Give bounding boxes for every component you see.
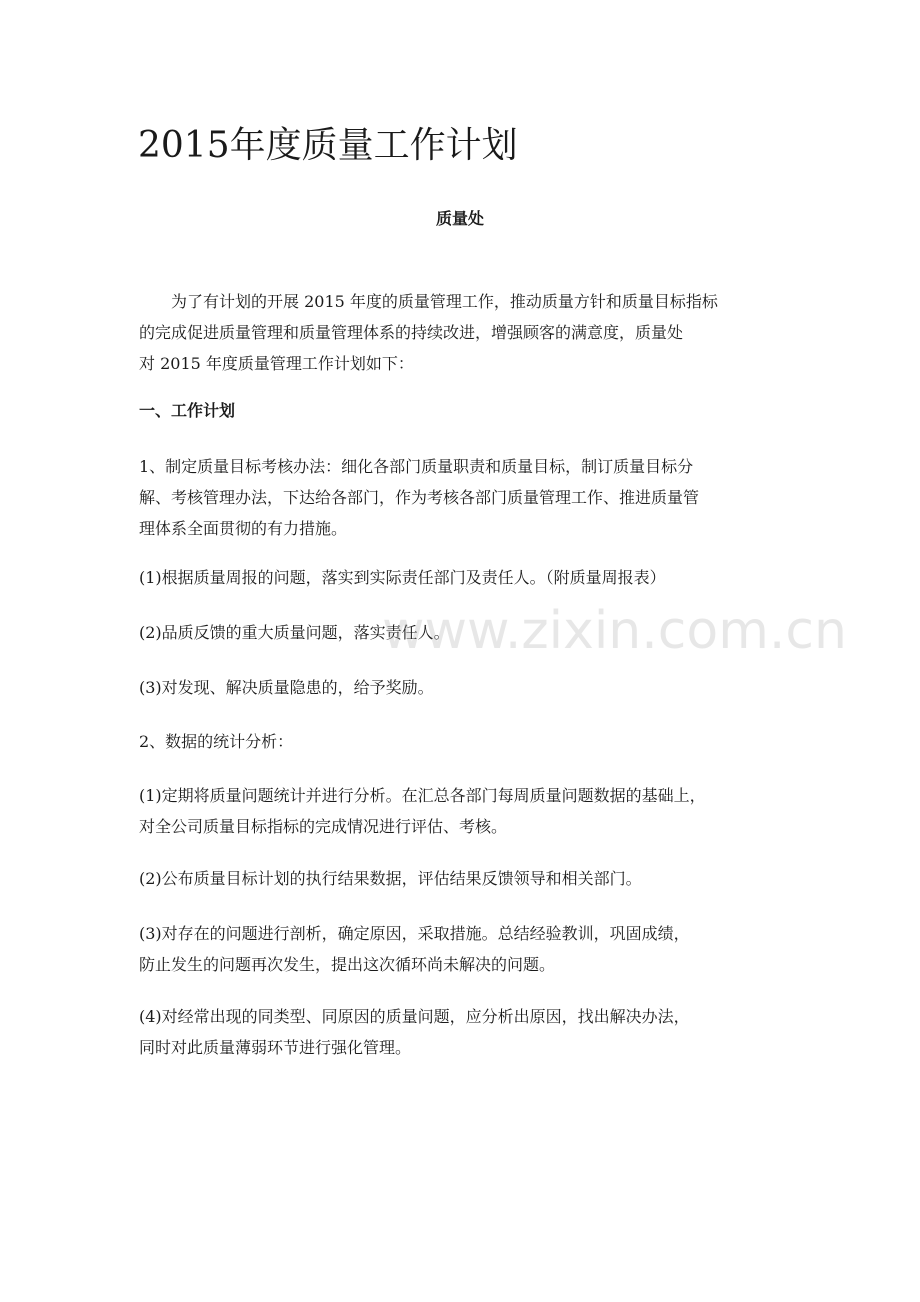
- item-1-line: 解、考核管理办法，下达给各部门，作为考核各部门质量管理工作、推进质量管: [139, 488, 700, 507]
- item-1-sub-2: (2)品质反馈的重大质量问题，落实责任人。: [139, 623, 450, 642]
- watermark: www.zixin.com.cn: [382, 601, 847, 661]
- item-2-sub-1: [139, 780, 789, 842]
- item-1-line: 理体系全面贯彻的有力措施。: [139, 519, 348, 538]
- item-1-sub-3: (3)对发现、解决质量隐患的，给予奖励。: [139, 678, 434, 697]
- intro-line: 的完成促进质量管理和质量管理体系的持续改进，增强顾客的满意度，质量处: [139, 323, 684, 342]
- intro-line: 对 2015 年度质量管理工作计划如下：: [139, 354, 414, 373]
- item-2-sub-3-line: (3)对存在的问题进行剖析，确定原因，采取措施。总结经验教训，巩固成绩，: [139, 924, 690, 943]
- item-2-sub-1-line: (1)定期将质量问题统计并进行分析。在汇总各部门每周质量问题数据的基础上，: [139, 786, 706, 805]
- intro-paragraph: [139, 286, 789, 379]
- item-2-sub-3: [139, 918, 789, 980]
- item-1-paragraph: [139, 451, 789, 544]
- item-2-sub-3-line: 防止发生的问题再次发生，提出这次循环尚未解决的问题。: [139, 955, 556, 974]
- item-2-sub-4-line: 同时对此质量薄弱环节进行强化管理。: [139, 1038, 412, 1057]
- item-2-sub-4: [139, 1001, 789, 1063]
- item-2-sub-1-line: 对全公司质量目标指标的完成情况进行评估、考核。: [139, 817, 508, 836]
- intro-line: 为了有计划的开展 2015 年度的质量管理工作，推动质量方针和质量目标指标: [171, 292, 718, 311]
- document-title: 2015年度质量工作计划: [138, 125, 518, 166]
- item-2-heading: 2、数据的统计分析：: [139, 732, 294, 751]
- item-2-sub-4-line: (4)对经常出现的同类型、同原因的质量问题，应分析出原因，找出解决办法，: [139, 1007, 690, 1026]
- department-label: 质量处: [435, 209, 484, 228]
- item-2-sub-2: (2)公布质量目标计划的执行结果数据，评估结果反馈领导和相关部门。: [139, 869, 642, 888]
- item-1-sub-1: (1)根据质量周报的问题，落实到实际责任部门及责任人。（附质量周报表）: [139, 568, 666, 587]
- item-1-line: 1、制定质量目标考核办法：细化各部门质量职责和质量目标，制订质量目标分: [139, 457, 694, 476]
- section-heading: 一、工作计划: [139, 401, 236, 420]
